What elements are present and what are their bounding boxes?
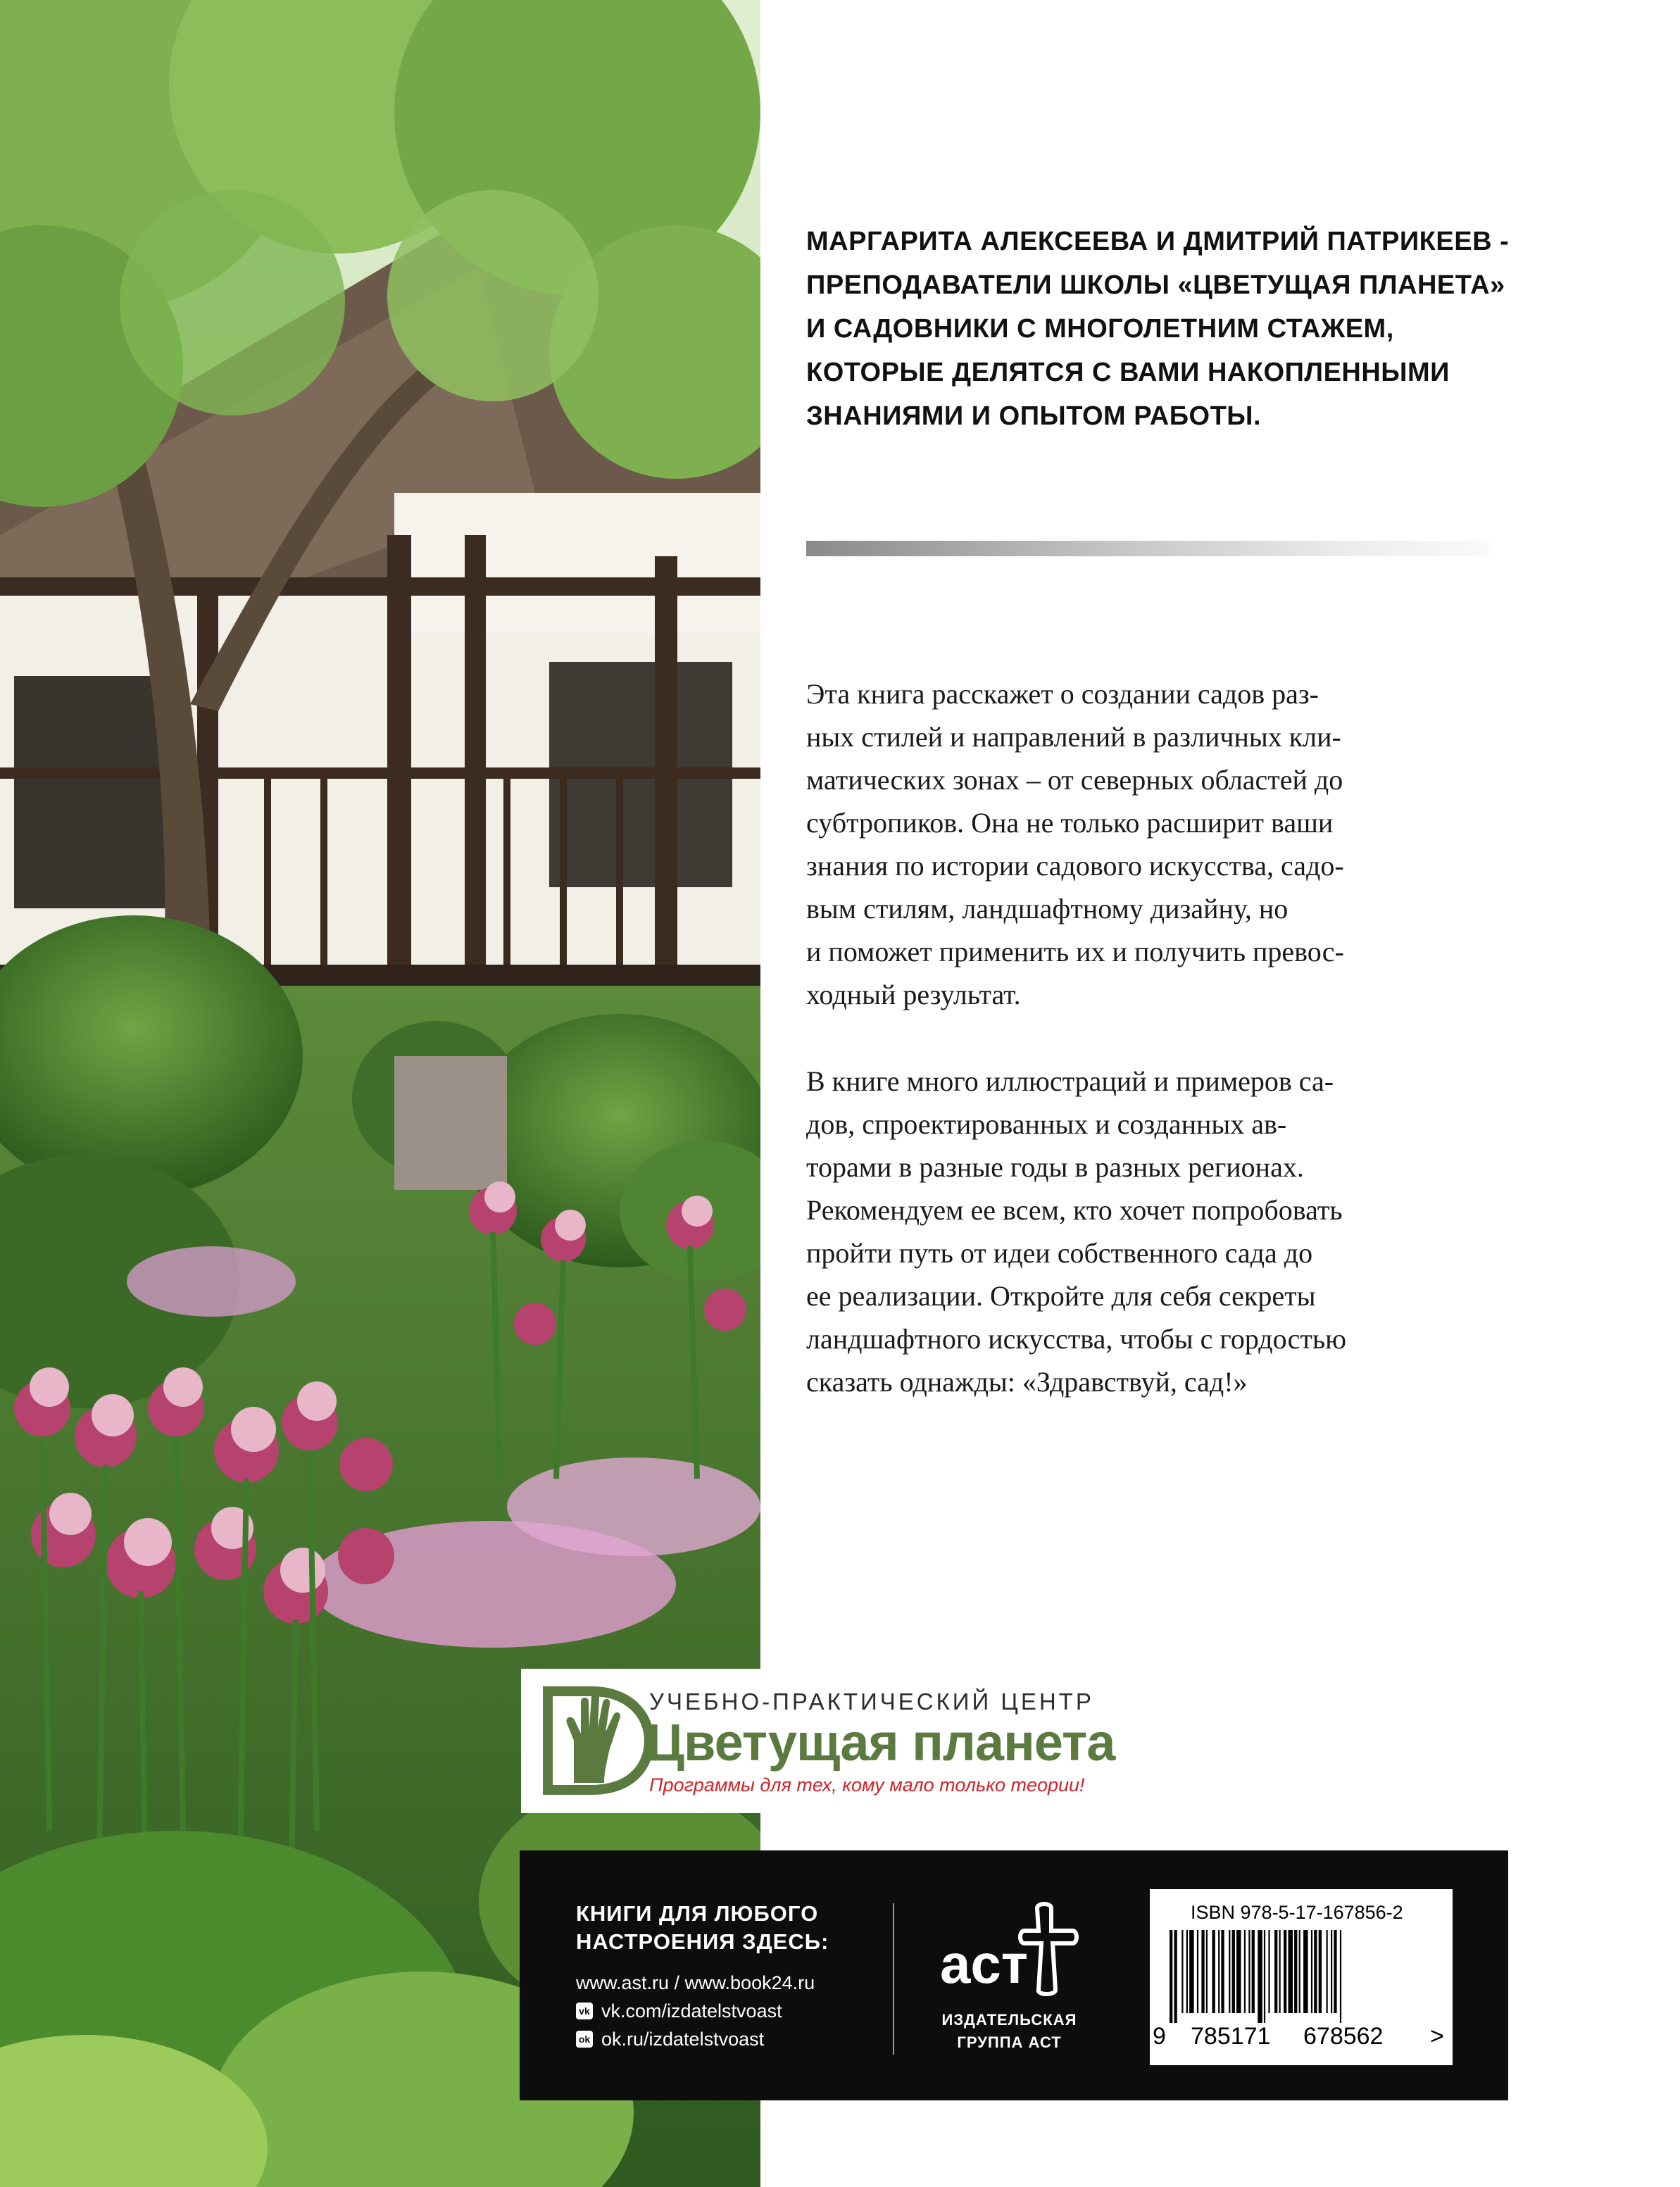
- barcode-panel: [1150, 1889, 1453, 2065]
- vk-icon: vk: [576, 2003, 593, 2019]
- vk-link: vk.com/izdatelstvoast: [601, 2000, 782, 2022]
- ast-caption-line: ИЗДАТЕЛЬСКАЯ: [941, 2011, 1077, 2029]
- band-separator: [893, 1903, 894, 2055]
- barcode-bar: [1264, 1930, 1265, 2023]
- isbn-text: ISBN 978-5-17-167856-2: [1191, 1902, 1403, 1923]
- barcode-bar: [1289, 1930, 1293, 2013]
- description-paragraph-2: [806, 1060, 1546, 1403]
- school-logo-top-line: УЧЕБНО-ПРАКТИЧЕСКИЙ ЦЕНТР: [649, 1688, 1094, 1715]
- publisher-band: [520, 1850, 1508, 2100]
- school-logo: [521, 1669, 1183, 1813]
- ean-left-group: 785171: [1191, 2023, 1271, 2050]
- barcode-bar: [1303, 1930, 1308, 2013]
- barcode-bar: [1319, 1930, 1322, 2013]
- barcode-bar: [1201, 1930, 1204, 2013]
- barcode-bar: [1218, 1930, 1220, 2013]
- barcode-bar: [1206, 1930, 1208, 2013]
- barcode-bar: [1314, 1930, 1317, 2013]
- barcode-bar: [1340, 1930, 1341, 2023]
- description-line: вым стилям, ландшафтному дизайну, но: [806, 893, 1289, 925]
- hand-logo-icon: [542, 1684, 655, 1797]
- barcode-bar: [1236, 1930, 1241, 2013]
- barcode-bar: [1197, 1930, 1198, 2013]
- authors-line: И САДОВНИКИ С МНОГОЛЕТНИМ СТАЖЕМ,: [806, 314, 1394, 344]
- description-line: В книге много иллюстраций и примеров са-: [806, 1065, 1334, 1097]
- barcode-bar: [1258, 1930, 1262, 2023]
- barcode-bar: [1181, 1930, 1183, 2013]
- description-line: ее реализации. Откройте для себя секреты: [806, 1280, 1316, 1312]
- barcode-bar: [1279, 1930, 1281, 2013]
- barcode-bar: [1212, 1930, 1215, 2013]
- description-line: субтропиков. Она не только расширит ваши: [806, 807, 1334, 839]
- ast-caption-line: ГРУППА АСТ: [957, 2034, 1062, 2051]
- authors-block: [806, 220, 1616, 438]
- description-line: торами в разные годы в разных регионах.: [806, 1151, 1304, 1183]
- ok-link: ok.ru/izdatelstvoast: [601, 2029, 765, 2050]
- publisher-heading-line: НАСТРОЕНИЯ ЗДЕСЬ:: [576, 1929, 829, 1954]
- odnoklassniki-icon: ok: [576, 2031, 593, 2048]
- description-line: ходный результат.: [806, 979, 1021, 1010]
- authors-line: ЗНАНИЯМИ И ОПЫТОМ РАБОТЫ.: [806, 401, 1262, 431]
- ast-caption: [927, 2009, 1092, 2054]
- description-line: ландшафтного искусства, чтобы с гордостью: [806, 1323, 1347, 1355]
- barcode-bar: [1331, 1930, 1332, 2013]
- authors-line: КОТОРЫЕ ДЕЛЯТСЯ С ВАМИ НАКОПЛЕННЫМИ: [806, 358, 1450, 387]
- barcode-bar: [1311, 1930, 1312, 2013]
- description-line: Эта книга расскажет о создании садов раз-: [806, 678, 1319, 710]
- publisher-info: [576, 1900, 829, 2053]
- barcode-bar: [1334, 1930, 1336, 2013]
- description-line: дов, спроектированных и созданных ав-: [806, 1108, 1287, 1140]
- ean-quiet-mark: >: [1430, 2023, 1444, 2050]
- ok-link-row: [576, 2025, 829, 2053]
- school-logo-tagline: Программы для тех, кому мало только теории!: [649, 1774, 1085, 1796]
- barcode-bar: [1244, 1930, 1246, 2013]
- vk-link-row: [576, 1997, 829, 2025]
- ast-logo-icon: [932, 1900, 1086, 1998]
- description-paragraph-1: [806, 672, 1546, 1016]
- barcode-bar: [1252, 1930, 1255, 2013]
- description-line: пройти путь от идеи собственного сада до: [806, 1237, 1313, 1269]
- ean-right-group: 678562: [1303, 2023, 1384, 2050]
- barcode-bar: [1232, 1930, 1235, 2013]
- ean-first-digit: 9: [1153, 2023, 1166, 2050]
- authors-line: ПРЕПОДАВАТЕЛИ ШКОЛЫ «ЦВЕТУЩАЯ ПЛАНЕТА»: [806, 270, 1505, 300]
- barcode-bar: [1248, 1930, 1250, 2013]
- barcode-bar: [1284, 1930, 1286, 2013]
- publisher-heading-line: КНИГИ ДЛЯ ЛЮБОГО: [576, 1901, 819, 1926]
- gradient-divider: [806, 541, 1489, 556]
- barcode-bar: [1186, 1930, 1188, 2013]
- barcode-bar: [1221, 1930, 1224, 2013]
- barcode-bars: [1165, 1930, 1437, 2023]
- description-line: ных стилей и направлений в различных кли-: [806, 721, 1341, 753]
- barcode-bar: [1189, 1930, 1194, 2013]
- barcode-bar: [1274, 1930, 1277, 2013]
- barcode-bar: [1294, 1930, 1297, 2013]
- school-logo-name: Цветущая планета: [646, 1713, 1115, 1772]
- authors-line: МАРГАРИТА АЛЕКСЕЕВА И ДМИТРИЙ ПАТРИКЕЕВ -: [806, 227, 1510, 256]
- barcode-bar: [1327, 1930, 1328, 2013]
- description-line: и поможет применить их и получить превос-: [806, 936, 1344, 967]
- barcode-bar: [1170, 1930, 1172, 2023]
- barcode-bar: [1299, 1930, 1300, 2013]
- description-line: матических зонах – от северных областей до: [806, 764, 1343, 796]
- publisher-websites: www.ast.ru / www.book24.ru: [576, 1972, 815, 1993]
- ast-logo-text: аст: [940, 1933, 1028, 1995]
- description-line: знания по истории садового искусства, садо-: [806, 850, 1344, 882]
- description-line: Рекомендуем ее всем, кто хочет попробовать: [806, 1194, 1343, 1226]
- barcode-bar: [1229, 1930, 1230, 2013]
- barcode-bar: [1268, 1930, 1270, 2013]
- description-line: сказать однажды: «Здравствуй, сад!»: [806, 1366, 1248, 1398]
- barcode-bar: [1174, 1930, 1177, 2023]
